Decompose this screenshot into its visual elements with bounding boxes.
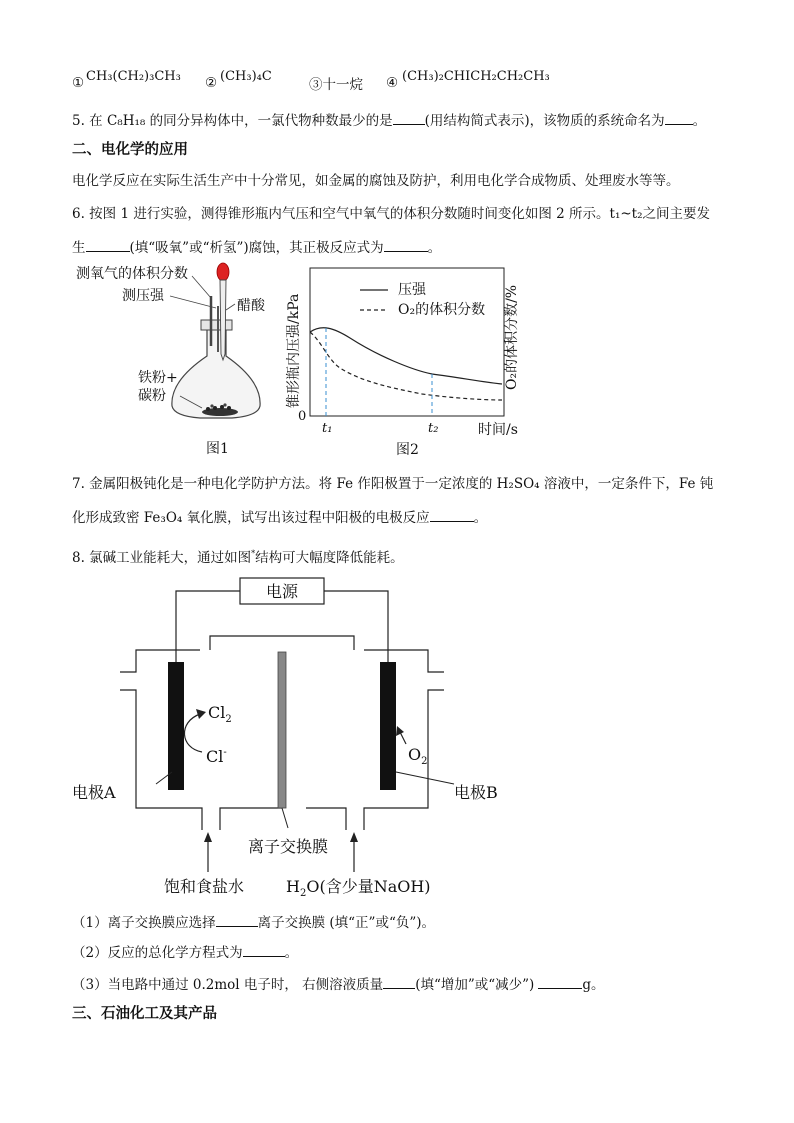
x-axis-label: 时间/s (478, 422, 518, 438)
cl2-label: $Cl_2$ (208, 703, 232, 725)
electrode-a-label: 电极A (72, 783, 116, 802)
figure-2-caption: 图2 (396, 442, 419, 458)
option-2-formula: (CH₃)₄C (220, 69, 272, 84)
question-8-sub-3 (72, 974, 604, 994)
electrolysis-cell-diagram (72, 572, 580, 902)
answer-blank[interactable] (538, 974, 582, 989)
question-8-text-b: 结构可大幅度降低能耗。 (255, 550, 404, 566)
option-1-formula: CH₃(CH₂)₃CH₃ (86, 69, 181, 84)
question-8-sub-1 (72, 912, 435, 932)
section-3-title: 三、石油化工及其产品 (72, 1006, 217, 1022)
question-5 (72, 110, 706, 130)
answer-blank[interactable] (393, 110, 425, 125)
sub-2-text-a: （2）反应的总化学方程式为 (72, 945, 243, 961)
electrode-b-label: 电极B (454, 783, 498, 802)
question-7-line-1: 7. 金属阳极钝化是一种电化学防护方法。将 Fe 作阳极置于一定浓度的 H₂SO₄ 溶液中，一定条件下，Fe 钝 (72, 476, 714, 492)
y-axis-right-label: O₂的体积分数/% (504, 284, 520, 390)
rubber-stopper (201, 320, 232, 330)
answer-blank[interactable] (383, 974, 415, 989)
question-5-text-b: (用结构简式表示)，该物质的系统命名为 (424, 113, 665, 129)
y-axis-left-label: 锥形瓶内压强/kPa (286, 293, 302, 408)
answer-blank[interactable] (430, 507, 474, 522)
option-3: ③十一烷 (309, 77, 363, 93)
question-6-text-c: 。 (427, 240, 442, 256)
sub-3-text-a: （3）当电路中通过 0.2mol 电子时， 右侧溶液质量 (72, 977, 384, 993)
chloride-ion-label: Cl- (206, 747, 227, 766)
question-7-line-2 (72, 507, 487, 527)
figure-2-chart (282, 260, 534, 462)
water-label: $H_2O$(含少量NaOH) (286, 877, 431, 899)
section-2-intro: 电化学反应在实际生活生产中十分常见，如金属的腐蚀及防护，利用电化学合成物质、处理废水等等。 (72, 173, 680, 189)
label-o2-sensor: 测氧气的体积分数 (76, 266, 188, 282)
question-8-text-a: 8. 氯碱工业能耗大，通过如图 (72, 550, 252, 566)
pressure-curve (310, 328, 502, 384)
answer-blank[interactable] (216, 912, 258, 927)
t1-label: t₁ (322, 421, 333, 436)
membrane-label: 离子交换膜 (248, 837, 329, 856)
option-2-circle: ② (205, 75, 218, 91)
wire-right (324, 591, 388, 662)
label-iron-powder: 铁粉+ (138, 370, 178, 386)
option-4-circle: ④ (386, 75, 399, 91)
legend-pressure: 压强 (398, 282, 426, 298)
sub-1-text-b: 离子交换膜 (填“正”或“负”)。 (257, 915, 436, 931)
label-pressure-sensor: 测压强 (122, 288, 164, 304)
t2-label: t₂ (428, 421, 439, 436)
electrode-b (380, 662, 396, 790)
electrode-a (168, 662, 184, 790)
figure-reference-mark: * (251, 549, 256, 558)
answer-blank[interactable] (86, 237, 130, 252)
question-5-text-a: 5. 在 C₈H₁₈ 的同分异构体中，一氯代物种数最少的是 (72, 113, 393, 129)
question-6-text-b: (填“吸氧”或“析氢”)腐蚀，其正极反应式为 (129, 240, 384, 256)
ion-exchange-membrane (278, 652, 286, 808)
dropper-tube (220, 280, 226, 360)
oxidation-arrow (184, 714, 202, 752)
question-8-sub-2 (72, 942, 298, 962)
question-8-text (72, 545, 404, 567)
legend-o2-fraction: O₂的体积分数 (398, 302, 486, 318)
sub-1-text-a: （1）离子交换膜应选择 (72, 915, 216, 931)
sub-3-text-b: (填“增加”或“减少”) (415, 977, 535, 993)
o2-label: $O_2$ (408, 745, 428, 767)
question-6-line-1: 6. 按图 1 进行实验，测得锥形瓶内气压和空气中氧气的体积分数随时间变化如图 2 所示。t₁~t₂之间主要发 (72, 206, 710, 222)
section-2-title: 二、电化学的应用 (72, 142, 188, 158)
question-7-text-b: 。 (473, 510, 488, 526)
sub-2-text-b: 。 (284, 945, 299, 961)
question-6-line-2 (72, 237, 441, 257)
flask-body (172, 328, 260, 418)
answer-blank[interactable] (665, 110, 693, 125)
sub-3-text-c: g。 (582, 977, 605, 993)
brine-label: 饱和食盐水 (164, 877, 245, 896)
figure-1-flask (60, 256, 290, 462)
question-7-text-a: 化形成致密 Fe₃O₄ 氧化膜，试写出该过程中阳极的电极反应 (72, 510, 430, 526)
power-supply-label: 电源 (266, 582, 299, 601)
dropper-bulb (217, 263, 229, 281)
answer-blank[interactable] (384, 237, 428, 252)
question-5-text-c: 。 (692, 113, 707, 129)
question-6-text-a: 生 (72, 240, 86, 256)
origin-label: 0 (298, 409, 307, 424)
label-acetic-acid: 醋酸 (237, 298, 265, 314)
figure-1-caption: 图1 (206, 441, 229, 457)
wire-left (176, 591, 240, 662)
option-4-formula: (CH₃)₂CHICH₂CH₂CH₃ (402, 69, 550, 84)
answer-blank[interactable] (243, 942, 285, 957)
label-carbon-powder: 碳粉 (138, 388, 166, 404)
option-1-circle: ① (72, 75, 85, 91)
